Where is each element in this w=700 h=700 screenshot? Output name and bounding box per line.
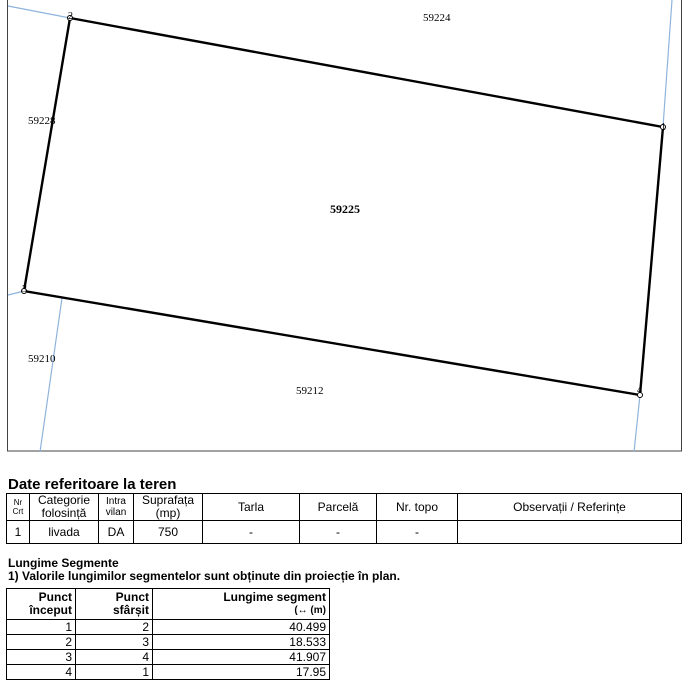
table-row	[7, 665, 330, 680]
header-start-l1: Punct	[38, 590, 72, 604]
land-section-title: Date referitoare la teren	[8, 476, 177, 493]
cell-end: 4	[76, 650, 153, 665]
header-length-l1: Lungime segment	[223, 590, 326, 604]
land-table-header	[7, 494, 682, 521]
cell-intravilan: DA	[99, 521, 134, 544]
neighbor-boundary	[634, 395, 640, 452]
cell-category: livada	[30, 521, 99, 544]
header-length-unit: (↔ (m)	[294, 605, 326, 616]
header-area-l2: (mp)	[155, 506, 181, 520]
header-nr: Nr	[13, 498, 23, 507]
table-row	[7, 521, 682, 544]
neighbor-label: 59224	[423, 12, 451, 24]
header-category	[30, 494, 99, 521]
segments-table	[6, 588, 330, 680]
cell-start: 2	[7, 635, 76, 650]
cell-observatii	[458, 521, 682, 544]
table-row	[7, 635, 330, 650]
neighbor-label: 59228	[28, 115, 56, 127]
header-segment-length	[153, 589, 330, 620]
segments-section-title: Lungime Segmente	[8, 556, 119, 570]
cell-end: 2	[76, 620, 153, 635]
header-topo: Nr. topo	[377, 494, 458, 521]
header-start-l2: început	[29, 603, 72, 617]
header-tarla: Tarla	[203, 494, 300, 521]
cell-length: 40.499	[153, 620, 330, 635]
cell-tarla: -	[203, 521, 300, 544]
header-end-l2: sfârșit	[112, 603, 149, 617]
table-row	[7, 650, 330, 665]
header-intravilan	[99, 494, 134, 521]
header-intravilan-l2: vilan	[105, 507, 127, 518]
cell-start: 4	[7, 665, 76, 680]
header-crt: Crt	[12, 507, 24, 516]
cell-length: 18.533	[153, 635, 330, 650]
cell-parcela: -	[300, 521, 377, 544]
vertex-label-4: 4	[637, 385, 642, 396]
header-area-l1: Suprafața	[141, 493, 195, 507]
header-parcela: Parcelă	[300, 494, 377, 521]
land-data-table	[6, 493, 682, 544]
cell-length: 41.907	[153, 650, 330, 665]
header-start-point	[7, 589, 76, 620]
cell-length: 17.95	[153, 665, 330, 680]
parcel-id-label: 59225	[330, 202, 360, 216]
cell-end: 3	[76, 635, 153, 650]
header-category-l2: folosință	[41, 506, 87, 520]
cell-topo: -	[377, 521, 458, 544]
header-end-l1: Punct	[115, 590, 149, 604]
header-end-point	[76, 589, 153, 620]
neighbor-boundary	[663, 0, 672, 127]
neighbor-boundary	[40, 298, 62, 452]
cell-area: 750	[134, 521, 203, 544]
header-observatii: Observații / Referințe	[458, 494, 682, 521]
table-row	[7, 620, 330, 635]
neighbor-boundary	[8, 6, 70, 18]
vertex-label-3: 3	[22, 284, 27, 295]
header-intravilan-l1: Intra	[105, 496, 126, 507]
header-nr-crt	[7, 494, 30, 521]
cell-nr: 1	[7, 521, 30, 544]
cell-start: 3	[7, 650, 76, 665]
neighbor-label: 59212	[296, 385, 324, 397]
neighbor-label: 59210	[28, 353, 56, 365]
vertex-label-2: 2	[68, 11, 73, 22]
vertex-label-1: 1	[661, 122, 666, 133]
segments-note: 1) Valorile lungimilor segmentelor sunt obținute din proiecție în plan.	[8, 569, 401, 583]
segments-table-header	[7, 589, 330, 620]
header-category-l1: Categorie	[37, 493, 91, 507]
cell-start: 1	[7, 620, 76, 635]
cell-end: 1	[76, 665, 153, 680]
header-area	[134, 494, 203, 521]
